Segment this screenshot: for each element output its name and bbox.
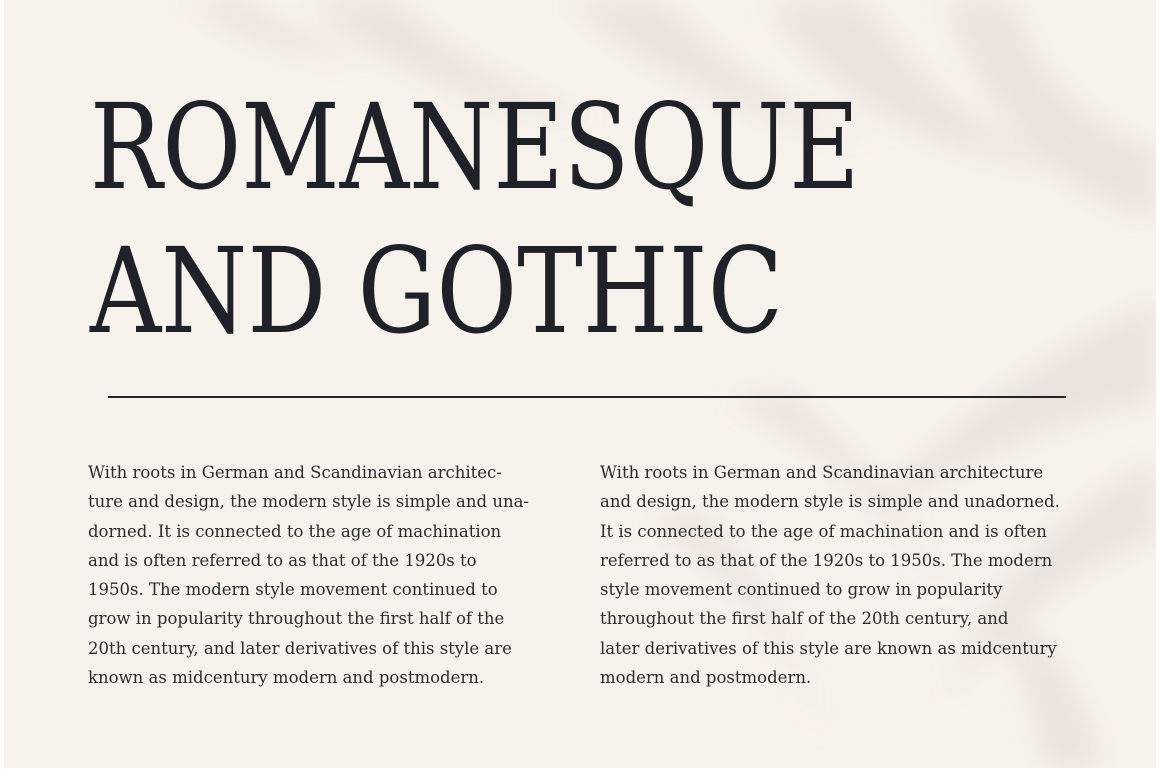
text-line: and design, the modern style is simple and unadorned. — [600, 492, 1060, 512]
specimen-page — [4, 0, 1156, 768]
text-line: throughout the first half of the 20th century, and — [600, 609, 1009, 629]
text-line: It is connected to the age of machination and is often — [600, 521, 1047, 541]
text-line: With roots in German and Scandinavian architec- — [88, 463, 502, 482]
heading-line-2: AND GOTHIC — [90, 222, 784, 360]
text-line: referred to as that of the 1920s to 1950s. The modern — [600, 550, 1053, 570]
text-line: ture and design, the modern style is simple and una- — [88, 492, 529, 512]
text-line: later derivatives of this style are known as midcentury — [600, 638, 1057, 658]
text-line: known as midcentury modern and postmodern. — [88, 668, 485, 688]
text-line: 1950s. The modern style movement continued to — [88, 580, 498, 600]
body-column-right — [600, 458, 1060, 692]
text-line: With roots in German and Scandinavian architecture — [600, 463, 1044, 482]
text-line: grow in popularity throughout the first half of the — [88, 609, 505, 629]
text-line: style movement continued to grow in popularity — [600, 580, 1003, 600]
divider-rule — [108, 396, 1066, 398]
text-line: and is often referred to as that of the 1920s to — [88, 550, 477, 570]
text-line: dorned. It is connected to the age of machination — [88, 521, 502, 541]
text-line: modern and postmodern. — [600, 668, 812, 688]
body-column-left — [88, 458, 529, 692]
text-line: 20th century, and later derivatives of this style are — [88, 638, 512, 658]
heading-line-1: ROMANESQUE — [90, 78, 860, 216]
